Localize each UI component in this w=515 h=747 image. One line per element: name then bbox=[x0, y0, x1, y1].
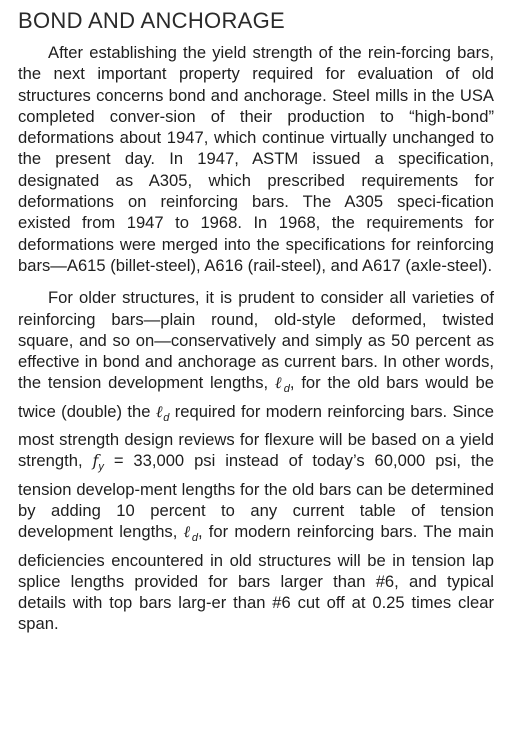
yield-strength-symbol: f bbox=[92, 451, 99, 471]
development-length-symbol: ℓ bbox=[183, 522, 192, 542]
paragraph-2-text-3: required for modern reinforcing bars. Since most strength design reviews for flexure will be based on a yield strength, bbox=[18, 401, 494, 471]
symbol-subscript: y bbox=[98, 461, 104, 474]
development-length-symbol: ℓ bbox=[274, 373, 284, 393]
paragraph-2-text-5: , for modern reinforcing bars. The main deficiencies encountered in old structures will be in tension lap splice lengths provided for bars larger than #6, and typical details with top bars larg-er than #6 cut off at 0.25 times clear span. bbox=[18, 522, 495, 634]
paragraph-1: After establishing the yield strength of the rein-forcing bars, the next important property required for evaluation of old structures concerns bond and anchorage. Steel mills in the USA completed conver-sion of their production to “high-bond” deformations about 1947, which continue virtually unchanged to the present day. In 1947, ASTM issued a specification, designated as A305, which prescribed requirements for deformations on reinforcing bars. The A305 speci-fication existed from 1947 to 1968. In 1968, the requirements for deformations were merged into the specifications for reinforcing bars—A615 (billet-steel), A616 (rail-steel), and A617 (axle-steel). bbox=[18, 43, 494, 275]
document-page bbox=[18, 6, 494, 635]
section-heading: BOND AND ANCHORAGE bbox=[18, 8, 286, 33]
paragraph-2-text-1: For older structures, it is prudent to consider all varieties of reinforcing bars—plain round, old-style deformed, twisted square, and so on—conservatively and simply as 50 percent as effective in bond and anchorage as current bars. In other words, the tension development lengths, bbox=[18, 288, 494, 393]
development-length-symbol: ℓ bbox=[155, 401, 164, 421]
symbol-subscript: d bbox=[191, 532, 198, 545]
symbol-subscript: d bbox=[163, 411, 170, 424]
paragraph-2 bbox=[18, 287, 494, 634]
paragraph-2-text-2: , for the old bars would be twice (double) the bbox=[18, 373, 494, 421]
paragraph-2-text-4: = 33,000 psi instead of today’s 60,000 psi, the tension develop-ment lengths for the old bars can be determined by adding 10 percent to any current table of tension development lengths, bbox=[18, 451, 494, 542]
symbol-subscript: d bbox=[283, 383, 290, 396]
